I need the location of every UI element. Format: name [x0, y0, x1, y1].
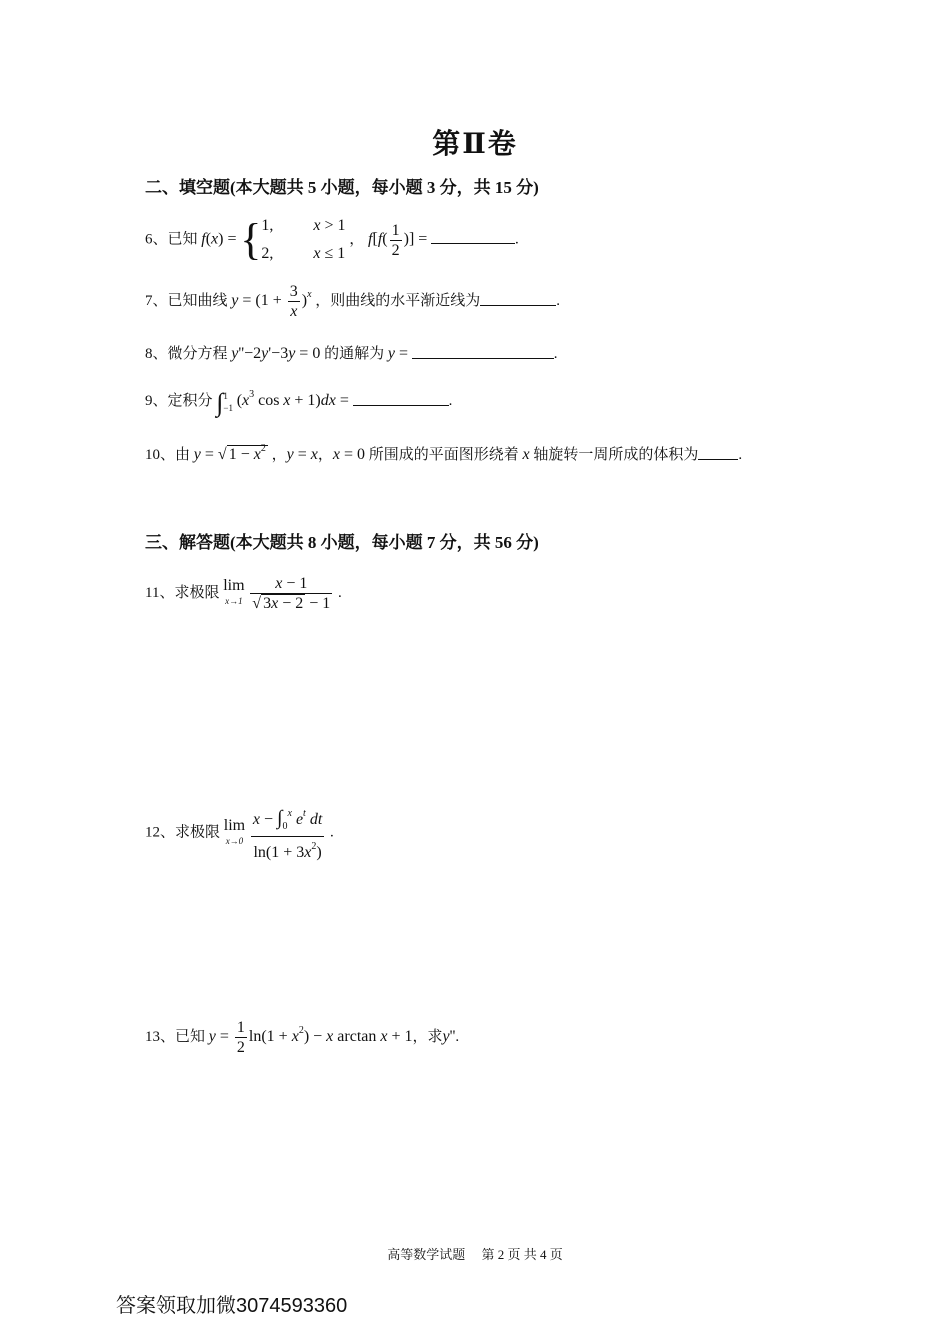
section-heading-fill-blank: 二、填空题(本大题共 5 小题，每小题 3 分，共 15 分) — [145, 178, 539, 197]
question-9: 9、定积分 ∫1 −1 ($x^3$ cos x + 1)dx = . — [145, 388, 453, 417]
question-11: 11、求极限 lim x→1 $\frac{x - 1}{√ 3x - 2 - 1}$ . — [145, 575, 342, 612]
page-title: 第Ⅱ卷 — [432, 129, 518, 160]
question-6: 6、已知 f(x) = {1, x > 1 2, x ≤ 1 ， f[f( $\frac{1}{2}$ )] = . — [145, 215, 519, 264]
question-8: 8、微分方程 y''−2y'−3y = 0 的通解为 y = . — [145, 345, 558, 362]
question-6-prefix: 6、已知 — [145, 231, 198, 248]
answer-blank-7[interactable] — [480, 291, 556, 306]
question-12: 12、求极限 lim x→0 $\frac{x - \int_0^x e^t dt}{\ln(1 + 3x^2)}$ . — [145, 804, 334, 862]
question-7: 7、已知曲线 y = (1 + $\frac{3}{x}$ )$^x$ ，则曲线的水平渐近线为 . — [145, 283, 561, 320]
answer-blank-8[interactable] — [412, 344, 554, 359]
answer-blank-10[interactable] — [698, 445, 738, 460]
answer-blank-9[interactable] — [353, 391, 449, 406]
question-13: 13、已知 y = $\frac{1}{2}$ $\ln(1 + x^2) - x$ arctan x + 1，求y''. — [145, 1019, 460, 1056]
watermark-text: 答案领取加微3074593360 — [116, 1295, 348, 1317]
page-footer: 高等数学试题 第 2 页 共 4 页 — [387, 1247, 563, 1262]
question-10: 10、由 y = √ $1 - x^2$ ，y = x，x = 0 所围成的平面图形绕着 x 轴旋转一周所成的体积为 . — [145, 443, 743, 463]
answer-blank-6[interactable] — [431, 229, 515, 244]
section-heading-answer: 三、解答题(本大题共 8 小题，每小题 7 分，共 56 分) — [145, 533, 539, 552]
